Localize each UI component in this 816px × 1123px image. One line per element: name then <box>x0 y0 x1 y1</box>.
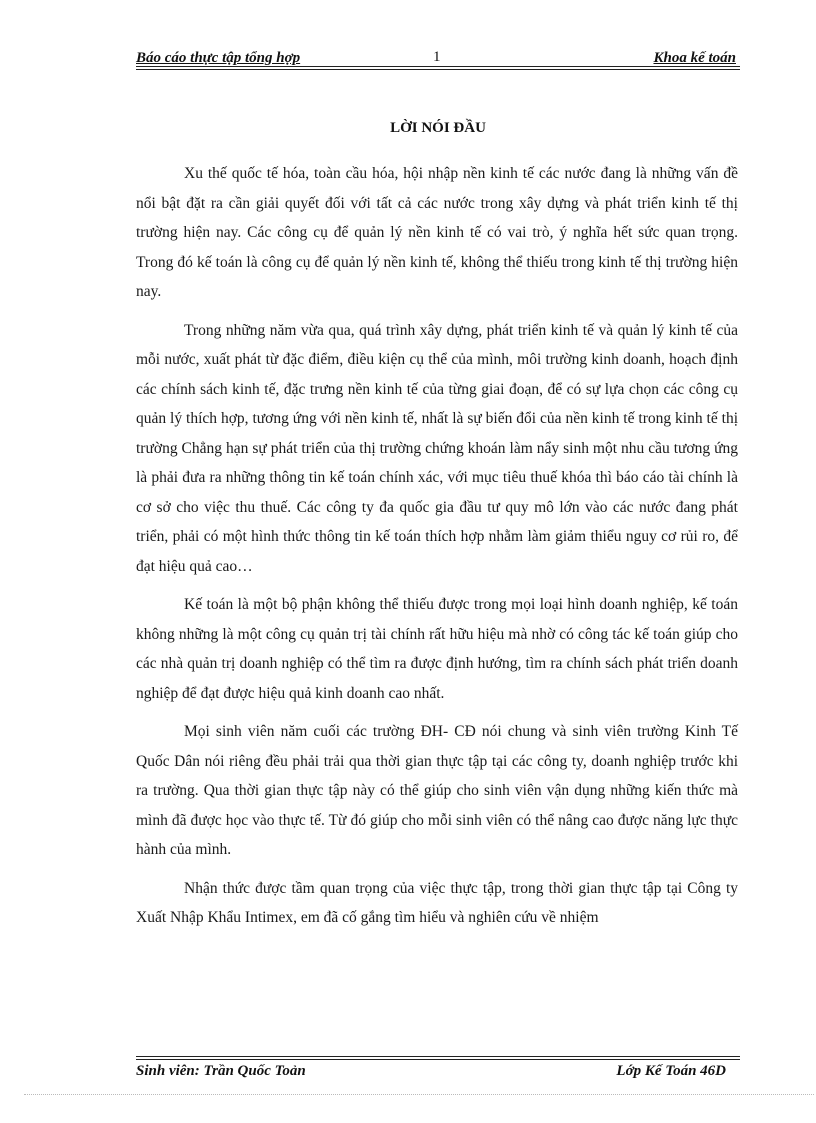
header-rule-top <box>136 66 740 67</box>
footer-rule-bottom <box>136 1059 740 1060</box>
paragraph: Nhận thức được tầm quan trọng của việc thực tập, trong thời gian thực tập tại Công ty Xuất Nhập Khẩu Intimex, em đã cố gắng tìm hiểu và nghiên cứu về nhiệm <box>136 879 738 926</box>
section-title: LỜI NÓI ĐẦU <box>390 120 486 136</box>
page-footer <box>136 1063 740 1083</box>
paragraph: Mọi sinh viên năm cuối các trường ĐH- CĐ nói chung và sinh viên trường Kinh Tế Quốc Dân nói riêng đều phải trải qua thời gian thực tập tại các công ty, doanh nghiệp trước khi ra trường. Qua thời gian thực tập này có thể giúp cho sinh viên vận dụng những kiến thức mà mình đã được học vào thực tế. Từ đó giúp cho mỗi sinh viên có thể nâng cao được năng lực thực hành của mình. <box>136 723 738 858</box>
header-report-title: Báo cáo thực tập tổng hợp <box>136 50 301 66</box>
paragraph: Xu thế quốc tế hóa, toàn cầu hóa, hội nhập nền kinh tế các nước đang là những vấn đề nổi bật đặt ra cần giải quyết đối với tất cả các nước trong xây dựng và phát triển kinh tế thị trường hiện nay. Các công cụ để quản lý nền kinh tế có vai trò, ý nghĩa hết sức quan trọng. Trong đó kế toán là công cụ để quản lý nền kinh tế, không thể thiếu trong kinh tế thị trường hiện nay. <box>136 165 738 300</box>
paragraph: Trong những năm vừa qua, quá trình xây dựng, phát triển kinh tế và quản lý kinh tế của mỗi nước, xuất phát từ đặc điểm, điều kiện cụ thể của mình, môi trường kinh doanh, hoạch định các chính sách kinh tế, đặc trưng nền kinh tế của từng giai đoạn, để có sự lựa chọn các công cụ quản lý thích hợp, tương ứng với nền kinh tế, nhất là sự biến đổi của nền kinh tế trong kinh tế thị trường Chẳng hạn sự phát triển của thị trường chứng khoán làm nẩy sinh một nhu cầu tương ứng là phải đưa ra những thông tin kế toán chính xác, với mục tiêu thuế khóa thì báo cáo tài chính là cơ sở cho việc thu thuế. Các công ty đa quốc gia đầu tư quy mô lớn vào các nước đang phát triển, phải có một hình thức thông tin kế toán thích hợp nhằm làm giảm thiểu nguy cơ rủi ro, để đạt hiệu quả cao… <box>136 321 738 575</box>
page-boundary-dotted-line <box>24 1094 814 1095</box>
page-header <box>136 48 740 68</box>
body-text <box>136 159 738 942</box>
page-number: 1 <box>433 49 441 65</box>
footer-rule-top <box>136 1056 740 1057</box>
footer-class: Lớp Kế Toán 46D <box>616 1063 726 1079</box>
footer-student-name: Sinh viên: Trần Quốc Toản <box>136 1063 306 1079</box>
paragraph: Kế toán là một bộ phận không thể thiếu được trong mọi loại hình doanh nghiệp, kế toán không những là một công cụ quản trị tài chính rất hữu hiệu mà nhờ có công tác kế toán giúp cho các nhà quản trị doanh nghiệp có thể tìm ra được định hướng, tìm ra chính sách phát triển doanh nghiệp để đạt được hiệu quả kinh doanh cao nhất. <box>136 596 738 702</box>
header-department: Khoa kế toán <box>653 50 736 66</box>
header-rule-bottom <box>136 69 740 70</box>
